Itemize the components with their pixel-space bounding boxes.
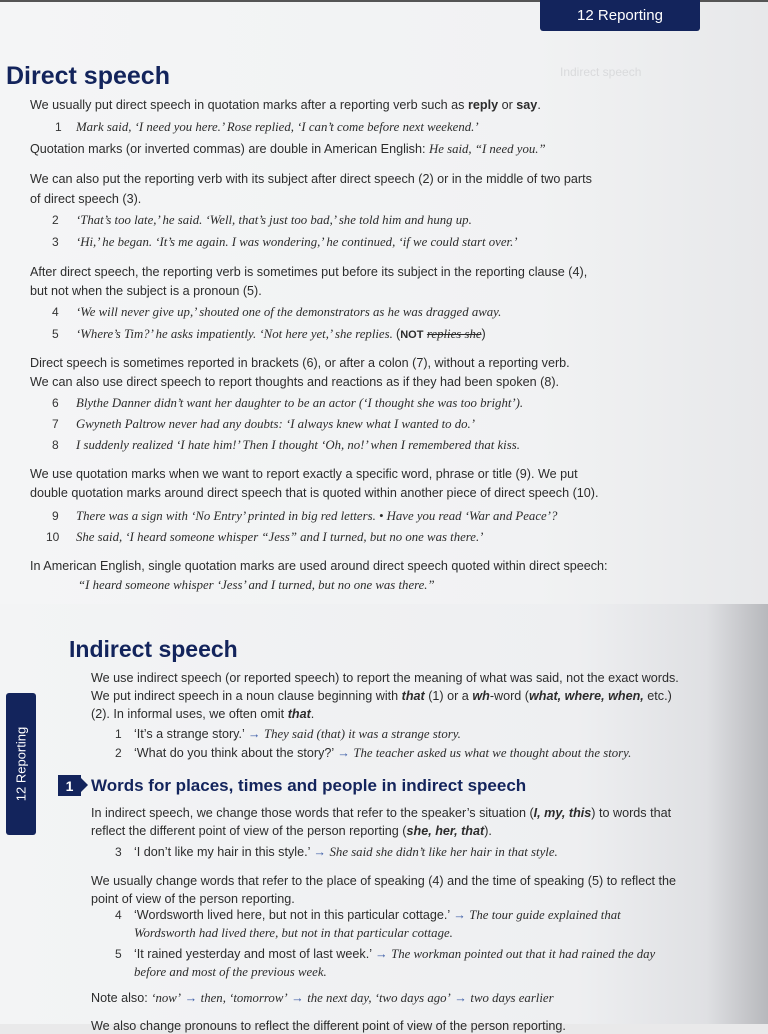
example-number: 5 bbox=[52, 327, 59, 341]
direct-p2: Quotation marks (or inverted commas) are double in American English: He said, “I need you.” bbox=[30, 142, 546, 156]
example-number: 2 bbox=[52, 213, 59, 227]
example-4: ‘We will never give up,’ shouted one of the demonstrators as he was dragged away. bbox=[76, 305, 502, 319]
example-number: 10 bbox=[46, 530, 60, 544]
indirect-p1-line2: We put indirect speech in a noun clause beginning with that (1) or a wh-word (what, where, when, etc.) bbox=[91, 689, 672, 703]
direct-p3-line1: We can also put the reporting verb with its subject after direct speech (2) or in the middle of two parts bbox=[30, 172, 592, 186]
example-number: 4 bbox=[52, 305, 59, 319]
section-title: Words for places, times and people in indirect speech bbox=[91, 776, 527, 795]
example-2: ‘That’s too late,’ he said. ‘Well, that’s just too bad,’ she told him and hung up. bbox=[76, 213, 472, 227]
indirect-p2-line2: reflect the different point of view of the person reporting (she, her, that). bbox=[91, 824, 492, 838]
direct-p7-example: “I heard someone whisper ‘Jess’ and I turned, but no one was there.” bbox=[78, 578, 435, 592]
example-1: Mark said, ‘I need you here.’ Rose replied, ‘I can’t come before next weekend.’ bbox=[76, 120, 479, 134]
example-7: Gwyneth Paltrow never had any doubts: ‘I always knew what I wanted to do.’ bbox=[76, 417, 476, 431]
example-10: She said, ‘I heard someone whisper “Jess” and I turned, but no one was there.’ bbox=[76, 530, 484, 544]
bleed-through-text: Indirect speech bbox=[560, 65, 642, 79]
direct-p4-line2: but not when the subject is a pronoun (5). bbox=[30, 284, 262, 298]
direct-speech-title: Direct speech bbox=[6, 62, 170, 90]
direct-p5-line2: We can also use direct speech to report thoughts and reactions as if they had been spoken (8). bbox=[30, 375, 560, 389]
indirect-speech-title: Indirect speech bbox=[69, 636, 238, 662]
indirect-example-5: ‘It rained yesterday and most of last week.’ → The workman pointed out that it had rained the day bbox=[134, 947, 656, 961]
indirect-example-5-cont: before and most of the previous week. bbox=[134, 965, 327, 979]
direct-p5-line1: Direct speech is sometimes reported in brackets (6), or after a colon (7), without a reporting verb. bbox=[30, 356, 570, 370]
direct-p3-line2: of direct speech (3). bbox=[30, 192, 142, 206]
indirect-cut-line: We also change pronouns to reflect the different point of view of the person reporting. bbox=[91, 1019, 566, 1033]
direct-p1: We usually put direct speech in quotation marks after a reporting verb such as reply or say. bbox=[30, 98, 541, 112]
example-number: 3 bbox=[52, 235, 59, 249]
example-5: ‘Where’s Tim?’ he asks impatiently. ‘Not here yet,’ she replies. (NOT replies she) bbox=[76, 327, 486, 341]
example-number: 5 bbox=[115, 947, 122, 961]
indirect-p1-line3: (2). In informal uses, we often omit that. bbox=[91, 707, 315, 721]
direct-p4-line1: After direct speech, the reporting verb is sometimes put before its subject in the reporting clause (4), bbox=[30, 265, 588, 279]
indirect-note: Note also: ‘now’ → then, ‘tomorrow’ → the next day, ‘two days ago’ → two days earlier bbox=[91, 991, 554, 1005]
example-number: 1 bbox=[115, 727, 122, 741]
example-number: 1 bbox=[55, 120, 62, 134]
example-3: ‘Hi,’ he began. ‘It’s me again. I was wondering,’ he continued, ‘if we could start over.’ bbox=[76, 235, 518, 249]
example-number: 8 bbox=[52, 438, 59, 452]
example-9: There was a sign with ‘No Entry’ printed in big red letters. • Have you read ‘War and Peace’? bbox=[76, 509, 558, 523]
indirect-example-3: ‘I don’t like my hair in this style.’ → She said she didn’t like her hair in that style. bbox=[134, 845, 558, 859]
indirect-example-4: ‘Wordsworth lived here, but not in this particular cottage.’ → The tour guide explained that bbox=[134, 908, 621, 922]
example-number: 7 bbox=[52, 417, 59, 431]
indirect-speech-page bbox=[0, 604, 768, 1033]
indirect-example-2: ‘What do you think about the story?’ → The teacher asked us what we thought about the story. bbox=[134, 746, 632, 760]
indirect-p3-line1: We usually change words that refer to the place of speaking (4) and the time of speaking (5) to reflect the bbox=[91, 874, 677, 888]
side-chapter-tab: 12 Reporting bbox=[6, 693, 36, 835]
example-8: I suddenly realized ‘I hate him!’ Then I thought ‘Oh, no!’ when I remembered that kiss. bbox=[76, 438, 520, 452]
direct-p6-line1: We use quotation marks when we want to report exactly a specific word, phrase or title (9). We put bbox=[30, 467, 578, 481]
indirect-example-4-cont: Wordsworth had lived there, but not in that particular cottage. bbox=[134, 926, 453, 940]
example-6: Blythe Danner didn’t want her daughter to be an actor (‘I thought she was too bright’). bbox=[76, 396, 524, 410]
indirect-p3-line2: point of view of the person reporting. bbox=[91, 892, 295, 906]
example-number: 9 bbox=[52, 509, 59, 523]
example-number: 2 bbox=[115, 746, 122, 760]
chapter-tab: 12 Reporting bbox=[540, 0, 700, 31]
indirect-example-1: ‘It’s a strange story.’ → They said (that) it was a strange story. bbox=[134, 727, 461, 741]
indirect-p1-line1: We use indirect speech (or reported speech) to report the meaning of what was said, not the exact words. bbox=[91, 671, 679, 685]
indirect-p2-line1: In indirect speech, we change those words that refer to the speaker’s situation (I, my, this) to words that bbox=[91, 806, 672, 820]
example-number: 6 bbox=[52, 396, 59, 410]
example-number: 4 bbox=[115, 908, 122, 922]
direct-p6-line2: double quotation marks around direct speech that is quoted within another piece of direct speech (10). bbox=[30, 486, 599, 500]
example-number: 3 bbox=[115, 845, 122, 859]
direct-p7: In American English, single quotation marks are used around direct speech quoted within direct speech: bbox=[30, 559, 608, 573]
section-number-badge: 1 bbox=[58, 775, 81, 796]
